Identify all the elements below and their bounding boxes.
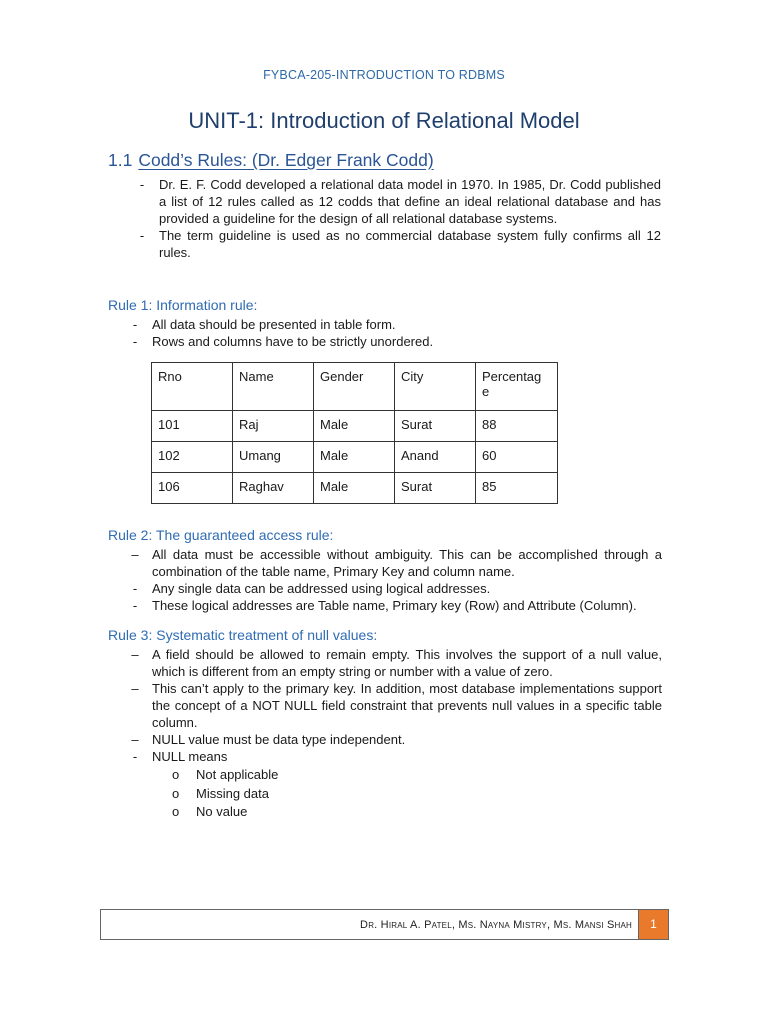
list-item: [139, 176, 661, 227]
table-row: [152, 442, 558, 473]
rule-3-bullets: [131, 646, 662, 765]
rule-3-heading: Rule 3: Systematic treatment of null values:: [108, 627, 378, 643]
table-header-cell: City: [395, 363, 476, 411]
table-cell: Surat: [395, 473, 476, 504]
list-item: [132, 333, 662, 350]
list-item-text: NULL means: [152, 749, 228, 764]
bullet-marker: –: [131, 547, 139, 562]
section-number: 1.1: [108, 150, 133, 170]
list-item-text: Dr. E. F. Codd developed a relational data model in 1970. In 1985, Dr. Codd published a list of 12 rules called as 12 codds that define an ideal relational database and has provided a guideline for the design of all relational database systems.: [159, 177, 661, 226]
table-cell: 85: [476, 473, 558, 504]
list-item: [172, 785, 496, 804]
bullet-marker: -: [132, 749, 138, 764]
table-cell: 102: [152, 442, 233, 473]
circle-bullet-marker: o: [172, 804, 180, 819]
bullet-marker: -: [139, 177, 145, 192]
bullet-marker: -: [132, 598, 138, 613]
list-item: [131, 680, 662, 731]
list-item-text: No value: [196, 804, 248, 819]
table-header-row: [152, 363, 558, 411]
list-item-text: Any single data can be addressed using logical addresses.: [152, 581, 491, 596]
list-item: [132, 316, 662, 333]
page-footer: [100, 909, 669, 940]
circle-bullet-marker: o: [172, 785, 180, 801]
table-cell: 60: [476, 442, 558, 473]
page-number: 1: [638, 910, 668, 939]
table-cell: 106: [152, 473, 233, 504]
list-item-text: Rows and columns have to be strictly unordered.: [152, 334, 434, 349]
list-item: [172, 803, 496, 822]
table-cell: Surat: [395, 411, 476, 442]
table-header-cell: Rno: [152, 363, 233, 411]
rule-2-bullets: [131, 546, 662, 614]
table-cell: Male: [314, 411, 395, 442]
rule-1-bullets: [132, 316, 662, 350]
student-table: [151, 362, 558, 504]
list-item-text: NULL value must be data type independent.: [152, 732, 406, 747]
list-item: [131, 646, 662, 680]
table-header-cell: Gender: [314, 363, 395, 411]
list-item-text: These logical addresses are Table name, Primary key (Row) and Attribute (Column).: [152, 598, 637, 613]
circle-bullet-marker: o: [172, 767, 180, 782]
table-cell: 88: [476, 411, 558, 442]
table-cell: Raghav: [233, 473, 314, 504]
bullet-marker: -: [132, 317, 138, 332]
section-title: Codd’s Rules: (Dr. Edger Frank Codd): [138, 150, 434, 170]
rule-1-heading: Rule 1: Information rule:: [108, 297, 258, 313]
list-item-text: This can’t apply to the primary key. In addition, most database implementations support the concept of a NOT NULL field constraint that prevents null values in a specific table column.: [152, 681, 662, 730]
bullet-marker: –: [131, 681, 139, 696]
bullet-marker: –: [131, 647, 139, 662]
table-row: [152, 411, 558, 442]
bullet-marker: -: [132, 581, 138, 596]
list-item: [132, 597, 662, 614]
list-item: [132, 580, 662, 597]
table-cell: Male: [314, 473, 395, 504]
bullet-marker: -: [139, 228, 145, 243]
table-header-cell: Name: [233, 363, 314, 411]
section-bullets: [139, 176, 661, 261]
null-means-list: [172, 766, 496, 822]
footer-authors: Dr. Hiral A. Patel, Ms. Nayna Mistry, Ms. Mansi Shah: [360, 919, 632, 931]
running-header: FYBCA-205-INTRODUCTION TO RDBMS: [263, 68, 505, 82]
page-title: UNIT-1: Introduction of Relational Model: [188, 108, 580, 133]
table-row: [152, 473, 558, 504]
table-cell: Raj: [233, 411, 314, 442]
list-item: [132, 748, 662, 765]
bullet-marker: -: [132, 334, 138, 349]
list-item: [172, 766, 496, 785]
list-item-text: All data must be accessible without ambiguity. This can be accomplished through a combination of the table name, Primary Key and column name.: [152, 547, 662, 579]
table-cell: Anand: [395, 442, 476, 473]
list-item-text: All data should be presented in table form.: [152, 317, 396, 332]
table-cell: Umang: [233, 442, 314, 473]
rule-2-heading: Rule 2: The guaranteed access rule:: [108, 527, 334, 543]
list-item-text: Not applicable: [196, 767, 279, 782]
list-item: [131, 731, 662, 748]
table-cell: 101: [152, 411, 233, 442]
list-item: [139, 227, 661, 261]
list-item-text: The term guideline is used as no commercial database system fully confirms all 12 rules.: [159, 228, 661, 260]
list-item-text: A field should be allowed to remain empty. This involves the support of a null value, which is different from an empty string or number with a value of zero.: [152, 647, 662, 679]
table-header-cell: Percentag e: [476, 363, 558, 411]
list-item-text: Missing data: [196, 785, 269, 801]
bullet-marker: –: [131, 732, 139, 747]
table-cell: Male: [314, 442, 395, 473]
section-heading: [108, 150, 434, 171]
list-item: [131, 546, 662, 580]
